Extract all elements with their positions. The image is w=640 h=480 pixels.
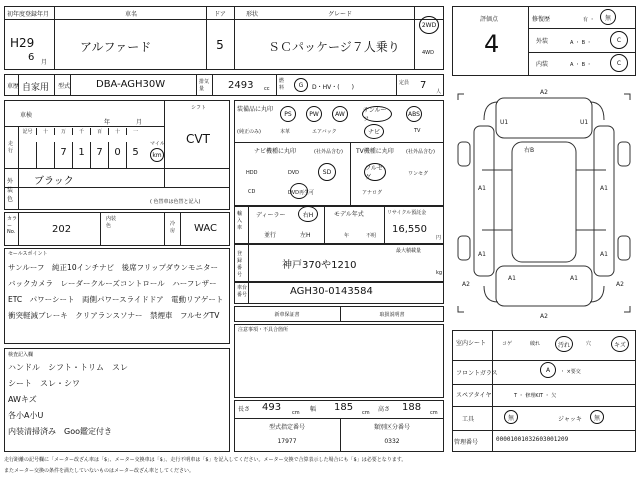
diagram-label-a2-r: A2: [616, 281, 624, 288]
equipment-row-2: [276, 124, 444, 140]
shape-label: 形状: [245, 11, 258, 18]
mileage-digit: 0: [108, 142, 126, 168]
car-name: アルファード: [80, 40, 152, 54]
seat-item: 汚れ: [555, 336, 573, 352]
type-number: 17977: [277, 438, 297, 445]
mileage-digit-header: 十: [36, 128, 54, 135]
width-value: 185: [334, 402, 354, 413]
reg-month: 6: [28, 52, 35, 63]
footer-line-2: またメーター交換の条件を満たしていないものはメーター改ざん車としてください。: [4, 468, 195, 474]
right-hand-circle: 右H: [298, 206, 318, 222]
equipment-item: PW: [306, 106, 322, 122]
diagram-label-u1-left: U1: [500, 119, 509, 126]
mileage-digit-header: 十: [108, 128, 126, 135]
usage-value: 自家用: [22, 83, 50, 93]
shift-value: CVT: [186, 132, 210, 146]
equipment-item: TV: [414, 128, 421, 134]
equipment-item: サンルーフ: [362, 106, 392, 122]
mileage-digit-header: 千: [72, 128, 90, 135]
drive-2wd-circle: 2WD: [419, 16, 439, 34]
mileage-digit: 7: [54, 142, 72, 168]
equipment-item: エアバック: [312, 129, 337, 135]
mileage-digits: [18, 128, 146, 168]
chassis-number: AGH30-0143584: [290, 286, 373, 297]
sales-point-line: ETC パワーシート 両側パワースライドドア 電動リアゲート: [8, 295, 224, 304]
notes-box: [234, 324, 444, 398]
equipment-item: ナビ: [364, 124, 384, 139]
seat-condition-items: [494, 334, 636, 354]
diagram-label-a1-l1: A1: [478, 185, 486, 192]
tv-fullseg-circle: フルセグ: [364, 163, 386, 181]
height-value: 188: [402, 402, 422, 413]
mileage-digit: [18, 142, 36, 168]
footer-line-1: 走行距離の記号欄に「メーター改ざん車は「$」、メーター交換車は「$」、走行不明車は「$」を記入してください。メーター交換で合算表示した場合にも「$」は必要となります。: [4, 457, 407, 463]
plate-value: 神戸370や1210: [282, 260, 357, 271]
score-value: 4: [484, 30, 500, 58]
mileage-digit: 7: [90, 142, 108, 168]
diagram-label-a1-r1: A1: [600, 185, 608, 192]
grade-label: グレード: [327, 11, 352, 18]
diagram-label-u1-right: U1: [580, 119, 589, 126]
inspector-line: シート スレ・シワ: [8, 379, 80, 388]
unit-km-circle: km: [150, 148, 164, 162]
diagram-label-a2-front: A2: [540, 89, 548, 96]
nav-dvd-play-circle: [290, 183, 308, 199]
door-label: ドア: [214, 11, 226, 18]
sales-point-line: サンルーフ 純正10インチナビ 後席フリップダウンモニター: [8, 263, 218, 272]
seat-item: 穴: [586, 341, 592, 347]
equipment-row-1: [276, 104, 444, 124]
model-value: DBA-AGH30W: [96, 79, 166, 90]
diagram-label-a1-rr: A1: [570, 275, 578, 282]
jack-none-circle: 無: [590, 410, 604, 424]
diagram-label-a2-rear: A2: [540, 313, 548, 320]
mileage-digit: [36, 142, 54, 168]
interior-c-circle: C: [610, 54, 628, 72]
color-number: 202: [52, 224, 72, 235]
exterior-c-circle: C: [610, 31, 628, 49]
mileage-digit-header: 万: [54, 128, 72, 135]
car-damage-diagram: [452, 80, 636, 324]
inspector-line: ハンドル シフト・トリム スレ: [8, 363, 128, 372]
sales-point-line: 衝突軽減ブレーキ クリアランスソナー 禁煙車 フルセグTV: [8, 311, 220, 320]
displacement: 2493: [228, 80, 254, 91]
fuel-gasoline-circle: G: [294, 78, 308, 92]
reg-label: 初年度登録年月: [7, 11, 50, 18]
mileage-digit: 5: [126, 142, 144, 168]
diagram-label-a1-rl: A1: [508, 275, 516, 282]
tools-none-circle: 無: [504, 410, 518, 424]
diagram-label-rb: 右B: [524, 147, 535, 154]
mileage-digit-header: 百: [90, 128, 108, 135]
grade-value: ＳＣパッケージ７人乗り: [268, 40, 400, 54]
inspector-line: 内装清掃済み Goo鑑定付き: [8, 427, 112, 436]
diagram-label-a1-r2: A1: [600, 251, 608, 258]
equipment-item: PS: [280, 106, 296, 122]
management-number: 0000100103260300120​9: [496, 436, 569, 443]
seat-item: コゲ: [502, 341, 513, 347]
seat-item: 破れ: [530, 341, 541, 347]
glass-a-circle: A: [540, 362, 556, 378]
equipment-item: ABS: [406, 106, 422, 122]
equipment-item: 本革: [280, 129, 291, 135]
mileage-digit: 1: [72, 142, 90, 168]
repair-none-circle: 無: [600, 9, 616, 25]
sales-point-line: バックカメラ レーダークルーズコントロール ハーフレザー: [8, 279, 217, 288]
length-value: 493: [262, 402, 282, 413]
reg-era: H29: [10, 36, 35, 50]
seat-item: キズ: [611, 336, 629, 352]
capacity: 7: [420, 80, 427, 91]
inspector-line: AWキズ: [8, 395, 37, 404]
cooling-value: WAC: [194, 223, 217, 234]
inspector-line: 各小A小U: [8, 411, 44, 420]
door-value: 5: [216, 38, 224, 52]
mileage-digit-header: 一: [126, 128, 144, 135]
diagram-label-a2-l: A2: [462, 281, 470, 288]
recycle-fee: 16,550: [392, 224, 427, 235]
class-number: 0332: [384, 438, 400, 445]
name-label: 車名: [124, 11, 137, 18]
diagram-label-a1-l2: A1: [478, 251, 486, 258]
mileage-digit-header: 記号: [18, 128, 36, 135]
nav-sd-circle: SD: [318, 163, 336, 181]
drive-4wd: 4WD: [422, 50, 434, 56]
exterior-color-value: ブラック: [34, 176, 74, 187]
equipment-item: AW: [332, 106, 348, 122]
